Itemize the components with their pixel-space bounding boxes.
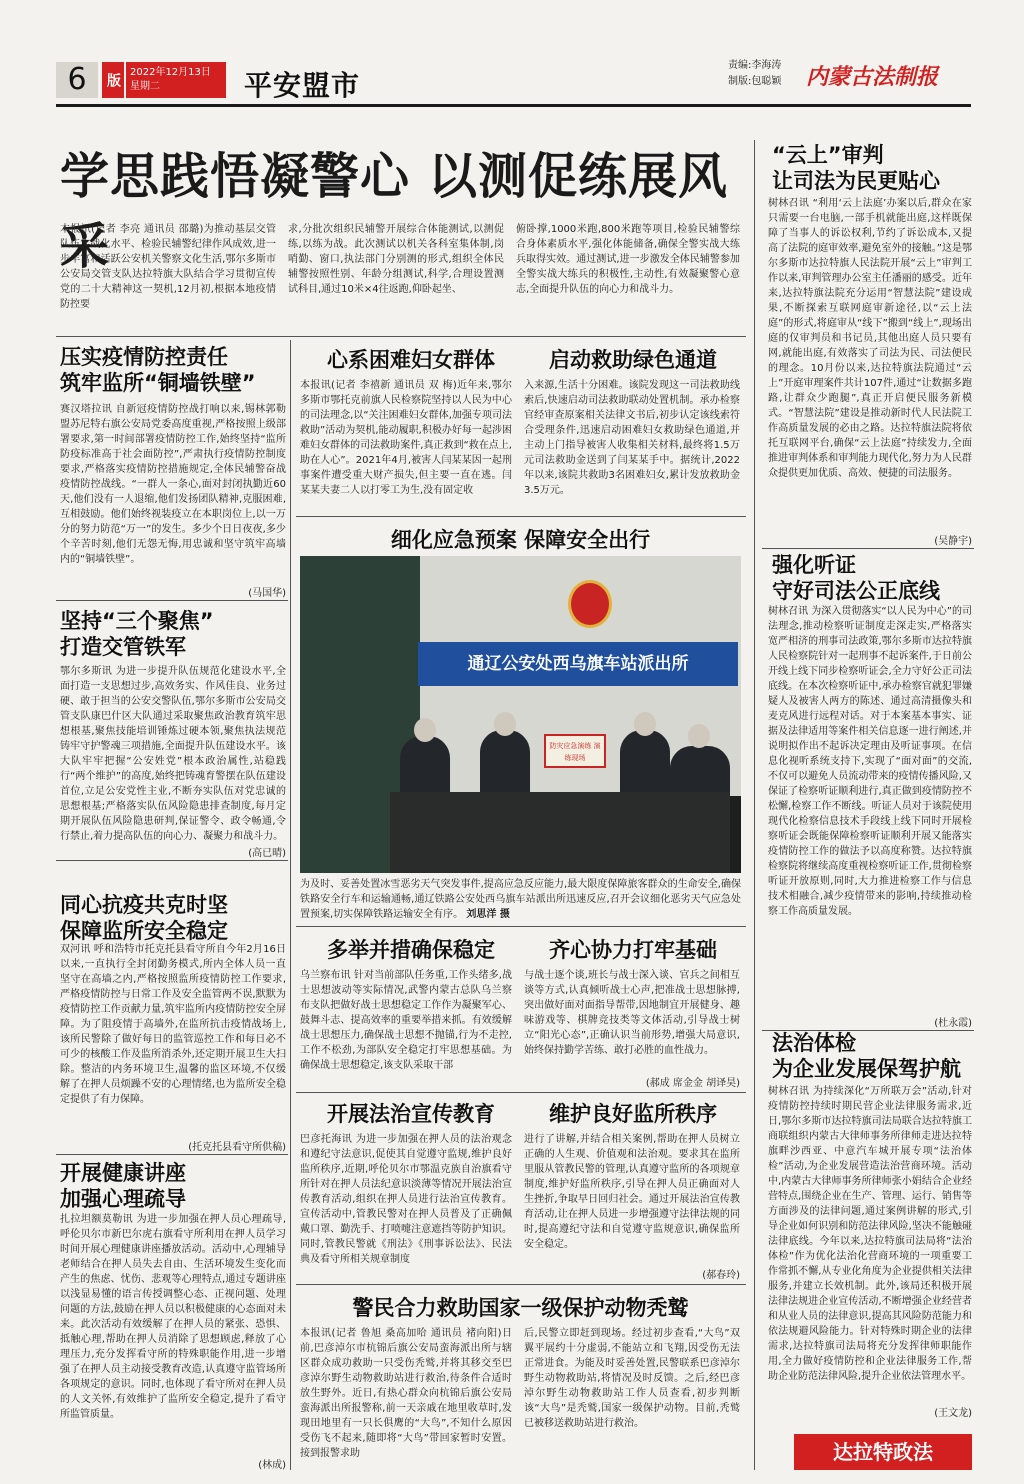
article-7-text-right: 进行了讲解,并结合相关案例,帮助在押人员树立正确的人生观、价值观和法治观。要求其在监所里服从管教民警的管理,认真遵守监所的各项规章制度,维护好监所秩序,引导在押人员正确面对人生挫折,争取早日回归社会。通过开展法治宣传教育活动,让在押人员进一步增强遵守法律法规的同时,提高遵纪守法和自觉遵守监规意识,确保监所安全稳定。	[524, 1134, 740, 1250]
right-article-1-byline: (吴静宇)	[934, 536, 972, 547]
photo-byline: 刘思洋 摄	[466, 909, 510, 920]
officer-head	[494, 712, 516, 736]
issue-date-text: 2022年12月13日	[130, 67, 211, 78]
article-6-title-right: 齐心协力打牢基础	[549, 938, 717, 962]
right-article-1-title-line1: “云上”审判	[772, 143, 884, 167]
article-7-byline: (郝春玲)	[702, 1270, 740, 1281]
article-4-title-line1: 开展健康讲座	[60, 1161, 186, 1185]
article-5-title-right: 启动救助绿色通道	[549, 348, 717, 372]
corner-badge: 达拉特政法	[794, 1434, 972, 1470]
article-8-title: 警民合力救助国家一级保护动物秃鹫	[352, 1296, 689, 1320]
divider	[56, 860, 288, 861]
right-article-2-title-line2: 守好司法公正底线	[772, 579, 940, 603]
news-photo	[300, 556, 741, 873]
article-1-title-line1: 压实疫情防控责任	[60, 345, 228, 369]
header-rule	[56, 104, 971, 107]
article-3-text: 双河讯 呼和浩特市托克托县看守所自今年2月16日以来,一直执行全封闭勤务模式,所内全体人员一直坚守在高墙之内,严格按照监所疫情防控工作要求,严格疫情防控与日常工作及安全监管两不误,默默为疫情防控工作贡献力量,筑牢监所内疫情防控安全屏障。为了阻疫情于高墙外,在监所抗击疫情战场上,该所民警除了做好每日的监管巡控工作和每日必不可少的核酸工作及监所消杀外,还定期开展卫生大扫除。整洁的内务环境卫生,温馨的监区环境,不仅缓解了在押人员烦躁不安的心理情绪,也为监所安全稳定提供了有力保障。	[60, 944, 286, 1105]
lead-col-3: 俯卧撑,1000米跑,800米跑等项目,检验民辅警综合身体素质水平,强化体能储备,确保全警实战大练兵取得实效。通过测试,进一步激发全体民辅警参加全警实战大练兵的积极性,主动性,有效凝聚警心意志,全面提升队伍的向心力和战斗力。	[516, 224, 740, 295]
column-divider	[290, 340, 291, 1470]
officer-figure	[620, 730, 670, 800]
article-8-col-1: 本报讯(记者 鲁旭 桑高加哈 通讯员 褚向阳)日前,巴彦淖尔市杭锦后旗公安局蛮海派出所与辖区群众成功救助一只受伤秃鹫,并将其移交至巴彦淖尔野生动物救助站进行救治,待条件合适时放生野外。近日,有热心群众向杭锦后旗公安局蛮海派出所报警称,前一天亲戚在地里收草时,发现田地里有一只长俱鹰的“大鸟”,不知什么原因受伤飞不起来,随即将“大鸟”带回家暂时安置。接到报警求助	[300, 1328, 512, 1459]
right-article-1-title	[772, 142, 972, 194]
right-article-2-text: 树林召讯 为深入贯彻落实“以人民为中心”的司法理念,推动检察听证制度走深走实,严格落实宽严相济的刑事司法政策,鄂尔多斯市达拉特旗人民检察院针对一起刑事不起诉案件,于日前公开线上线下同步检察听证会,全力守好公正司法底线。在本次检察听证中,承办检察官就犯罪嫌疑人及被害人两方的陈述、通过高清摄像头和麦克风进行远程对话。对于本案基本事实、证据及法律适用等案件相关信息逐一进行阐述,并说明拟作出不起诉决定理由及听证事项。在信息化视听系统支持下,实现了“面对面”的交流,不仅可以避免人员流动带来的疫情传播风险,又保证了检察听证顺利进行,真正做到疫情防控不松懈,检察工作不断线。听证人员对于该院使用现代化检察信息技术手段线上线下同时开展检察听证会既能保障检察听证顺利开展又能落实疫情防控工作的做法予以高度称赞。达拉特旗检察院将继续高度重视检察听证工作,贯彻检察听证开放原则,同时,大力推进检察工作与信息技术相融合,减少疫情带来的影响,持续推动检察工作高质量发展。	[768, 606, 972, 917]
right-article-2-byline: (杜永霞)	[934, 1018, 972, 1029]
article-7-text-left: 巴彦托海讯 为进一步加强在押人员的法治观念和遵纪守法意识,促使其自觉遵守监规,维护良好监所秩序,近期,呼伦贝尔市鄂温克族自治旗看守所针对在押人员法纪意识淡薄等情况开展法治宣传教育活动,组织在押人员进行法治宣传教育。宣传活动中,管教民警对在押人员普及了正确佩戴口罩、勤洗手、打喷嚏注意遮挡等防护知识。同时,管教民警就《刑法》《刑事诉讼法》、民法典及看守所相关规章制度	[300, 1134, 512, 1265]
article-3-byline: (托克托县看守所供稿)	[188, 1142, 286, 1153]
officer-head	[688, 724, 710, 748]
article-4-title	[60, 1160, 286, 1212]
right-article-3-title-line2: 为企业发展保驾护航	[772, 1057, 961, 1081]
article-2-title-line1: 坚持“三个聚焦”	[60, 609, 214, 633]
officer-head	[634, 712, 656, 736]
divider	[56, 336, 746, 337]
article-8-col-2: 后,民警立即赶到现场。经过初步查看,“大鸟”双翼平展约十分虚弱,不能站立和飞翔,因受伤无法正常进食。为能及时妥善处置,民警联系巴彦淖尔野生动物救助站,将情况及时反馈。之后,经巴彦淖尔野生动物救助站工作人员查看,初步判断该“大鸟”是秃鹫,国家一级保护动物。目前,秃鹫已被移送救助站进行救治。	[524, 1328, 740, 1429]
meeting-table	[390, 792, 730, 873]
divider	[762, 548, 974, 549]
divider	[56, 600, 288, 601]
right-article-3-byline: (王文龙)	[934, 1408, 972, 1419]
right-article-1-title-line2: 让司法为民更贴心	[772, 169, 940, 193]
divider	[56, 1154, 288, 1155]
article-2-title	[60, 608, 286, 660]
right-article-2-title-line1: 强化听证	[772, 553, 856, 577]
article-1-title	[60, 344, 286, 396]
article-5-text-right: 入来源,生活十分困难。该院发现这一司法救助线索后,快速启动司法救助联动处置机制。承办检察官经审查原案相关法律文书后,初步认定该线索符合受理条件,迅速启动困难妇女救助绿色通道,并主动上门指导被害人收集相关材料,最终将1.5万元司法救助金送到了闫某某手中。据统计,2022年以来,该院共救助3名困难妇女,累计发放救助金3.5万元。	[524, 380, 740, 496]
police-emblem-icon	[568, 580, 612, 628]
article-3-title-line2: 保障监所安全稳定	[60, 919, 228, 943]
lead-headline: 学思践悟凝警心 以测促练展风采	[60, 147, 729, 275]
photo-title: 细化应急预案 保障安全出行	[390, 528, 651, 552]
lead-col-2: 求,分批次组织民辅警开展综合体能测试,以测促练,以练为战。此次测试以机关各科室集体制,岗哨勤、窗口,执法部门分别测的形式,组织全体民辅警按照性别、年龄分组测试,科学,合理设置测试科目,通过10米×4往返跑,仰卧起坐、	[288, 224, 504, 295]
divider	[296, 1092, 746, 1093]
layout-editor: 制版:包聪颖	[728, 76, 782, 87]
article-5-text-left: 本报讯(记者 李禧新 通讯员 双 梅)近年来,鄂尔多斯市鄂托克前旗人民检察院坚持以人民为中心的司法理念,以“关注困难妇女群体,加强专项司法救助”活动为契机,能动履职,积极办好每一起涉困难妇女群体的司法救助案件,真正救到“救在点上,助在人心”。2021年4月,被害人闫某某因一起刑事案件遭受重大财产损失,但主要一直在逃。闫某某夫妻二人以打零工为生,没有固定收	[300, 380, 512, 496]
divider	[296, 516, 746, 517]
right-article-3-title-line1: 法治体检	[772, 1031, 856, 1055]
officer-figure	[480, 730, 530, 800]
article-3-title-line1: 同心抗疫共克时坚	[60, 893, 228, 917]
article-1-title-line2: 筑牢监所“铜墙铁壁”	[60, 371, 256, 395]
article-6-title-left: 多举并措确保稳定	[327, 938, 495, 962]
paper-logo: 内蒙古法制报	[806, 64, 939, 90]
article-5-title: 心系困难妇女群体	[327, 348, 495, 372]
issue-date	[126, 62, 226, 98]
desk-sign: 防灾应急演练 演练现场	[544, 734, 606, 768]
right-article-3-title	[772, 1030, 972, 1082]
article-6-text-right: 与战士逐个谈,班长与战士深入谈、官兵之间相互谈等方式,认真倾听战士心声,把准战士思想脉搏,突出做好面对面指导帮带,因地制宜开展健身、趣味游戏等、棋牌竞技类等文体活动,引导战士树立“阳光心态”,正确认识当前形势,增强大局意识,始终保持勤学苦练、敢打必胜的血性战力。	[524, 970, 740, 1056]
photo-banner: 通辽公安处西乌旗车站派出所	[418, 642, 738, 686]
photo-caption-text: 为及时、妥善处置冰雪恶劣天气突发事件,提高应急反应能力,最大限度保障旅客群众的生命安全,确保铁路安全行车和运输通畅,通辽铁路公安处西乌旗车站派出所迅速反应,召开会议细化恶劣天气应急处置预案,切实保障铁路运输安全有序。	[300, 879, 741, 920]
issue-weekday: 星期二	[130, 81, 160, 92]
page-number: 6	[56, 62, 98, 98]
divider	[296, 926, 746, 927]
article-6-byline: (郝成 席金金 胡译昊)	[645, 1078, 740, 1089]
article-4-title-line2: 加强心理疏导	[60, 1187, 186, 1211]
article-7-title-left: 开展法治宣传教育	[327, 1102, 495, 1126]
column-divider	[754, 140, 755, 1470]
divider	[296, 1284, 746, 1285]
article-2-text: 鄂尔多斯讯 为进一步提升队伍规范化建设水平,全面打造一支思想过步,高效务实、作风佳良、业务过硬、敢于担当的公安交警队伍,鄂尔多斯市公安局交管支队康巴什区大队通过采取聚焦政治教育筑牢思想根基,聚焦技能培训锤炼过硬本领,聚焦执法规范铸牢守护警魂三项措施,全面提升队伍建设水平。该大队牢牢把握“公安姓党”根本政治属性,站稳践行“两个维护”的高度,始终把铸魂育警摆在队伍建设首位,立足公安党性主业,不断夯实队伍对党忠诚的思想根基;严格落实队伍风险隐患排查制度,每月定期开展队伍风险隐患研判,保证警令、政令畅通,令行禁止,着力提高队伍的向心力、凝聚力和战斗力。	[60, 666, 286, 842]
article-2-title-line2: 打造交管铁军	[60, 635, 186, 659]
article-1-byline: (马国华)	[248, 588, 286, 599]
section-title: 平安盟市	[244, 69, 361, 102]
article-7-title-right: 维护良好监所秩序	[549, 1102, 717, 1126]
article-4-text: 扎拉坦额莫勒讯 为进一步加强在押人员心理疏导,呼伦贝尔市新巴尔虎右旗看守所利用在押人员学习时间开展心理健康讲座播放活动。活动中,心理辅导老师结合在押人员失去自由、生活环境发生变化而产生的焦虑、忧伤、悲观等心理特点,通过专题讲座以浅显易懂的语言传授调整心态、正视问题、处理问题的方法,鼓励在押人员以积极健康的心态面对未来。此次活动有效缓解了在押人员的紧张、恐惧、抵触心理,帮助在押人员消除了思想顾虑,释放了心理压力,充分发挥看守所的特殊职能作用,进一步增强了在押人员主动接受教育改造,认真遵守监管场所各项规定的意识。同时,也体现了看守所对在押人员的人文关怀,有效维护了监所安全稳定,提升了看守所监管质量。	[60, 1214, 286, 1420]
article-2-byline: (高已晴)	[248, 848, 286, 859]
editor-credits	[728, 58, 781, 90]
article-4-byline: (林成)	[258, 1460, 286, 1471]
photo-caption	[300, 877, 741, 922]
lead-col-1: 本报讯(记者 李亮 通讯员 邵璐)为推动基层交管队伍实战化水平、检验民辅警纪律作风成效,进一步丰富和活跃公安机关警察文化生活,鄂尔多斯市公安局交管支队达拉特旗大队结合学习贯彻宣传党的二十大精神这一契机,12月初,根据本地疫情防控要	[60, 224, 276, 310]
article-1-text: 赛汉塔拉讯 自新冠疫情防控战打响以来,锡林郭勒盟苏尼特右旗公安局党委高度重视,严格按照上级部署要求,第一时间部署疫情防控工作,始终坚持“监所防疫标准高于社会面防控”,严肃执行疫情防控制度要求,严格落实疫情防控措施规定,全体民辅警奋战疫情防控战线。“一群人一条心,面对封闭执勤近60天,他们没有一人退缩,他们发扬团队精神,克服困难,互相鼓励。他们始终视装疫立在本职岗位上,以一万分的努力防范“万一”的发生。多少个日日夜夜,多少个辛苦时刻,他们无怨无悔,用忠诚和坚守筑牢高墙内的“铜墙铁壁”。	[60, 404, 286, 565]
officer-head	[414, 718, 436, 742]
right-article-2-title	[772, 552, 972, 604]
right-article-1-text: 树林召讯 “利用‘云上法庭’办案以后,群众在家只需要一台电脑,一部手机就能出庭,这样既保障了当事人的诉讼权利,节约了诉讼成本,又提高了法院的庭审效率,避免室外的接触。”这是鄂尔多斯市达拉特旗人民法院开展“云上”审判工作以来,审判管理办公室主任潘丽的感受。近年来,达拉特旗法院充分运用“智慧法院”建设成果,不断探索互联网庭审新途径,以“云上法庭”的形式,将庭审从“线下”搬到“线上”,现场出庭的仅审判员和书记员,其他出庭人员只要有网,就能出庭,有效落实了司法为民、司法便民的理念。10月份以来,达拉特旗法院通过“云上”开庭审理案件共计107件,通过“让数据多跑路,让群众少跑腿”,真正开启便民服务新模式。“智慧法院”建设是推动新时代人民法院工作高质量发展的必由之路。达拉特旗法院将依托互联网平台,确保“云上法庭”持续发力,全面推进审判体系和审判能力现代化,努力为人民群众提供更加优质、高效、便捷的司法服务。	[768, 198, 972, 479]
editor: 责编:李海涛	[728, 60, 782, 71]
page-label: 版	[102, 62, 124, 98]
article-6-text-left: 乌兰察布讯 针对当前部队任务重,工作头绪多,战士思想波动等实际情况,武警内蒙古总队乌兰察布支队把做好战士思想稳定工作作为凝聚军心、鼓舞斗志、提高效率的重要举措来抓。有效缓解战士思想压力,确保战士思想不抛锚,行为不走控,工作不松劲,为部队安全稳定打牢思想基础。为确保战士思想稳定,该支队采取干部	[300, 970, 512, 1071]
article-3-title	[60, 892, 286, 944]
right-article-3-text: 树林召讯 为持续深化“万所联万会”活动,针对疫情防控持续时期民营企业法律服务需求,近日,鄂尔多斯市达拉特旗司法局联合达拉特旗工商联组织内蒙古大律师事务所律师走进达拉特旗畔沙西亚、中意汽车城开展专项“法治体检”活动,为企业发展营造法治营商环境。活动中,内蒙古大律师事务所律师张小娟结合企业经营特点,围绕企业在生产、管理、运行、销售等方面涉及的法律问题,通过案例讲解的形式,引导企业如何识别和防范法律风险,坚决不能触碰法律底线。今年以来,达拉特旗司法局将“法治体检”作为优化法治化营商环境的一项重要工作常抓不懈,从专业化角度为企业提供相关法律服务,并建立长效机制。此外,该局还积极开展法律法规进企业宣传活动,不断增强企业经营者和从业人员的法律意识,提高其风险防范能力和依法规避风险能力。针对特殊时期企业的法律需求,达拉特旗司法局将充分发挥律师职能作用,全力做好疫情防控和企业法律服务工作,帮助企业防范法律风险,提升企业依法管理水平。	[768, 1086, 972, 1382]
